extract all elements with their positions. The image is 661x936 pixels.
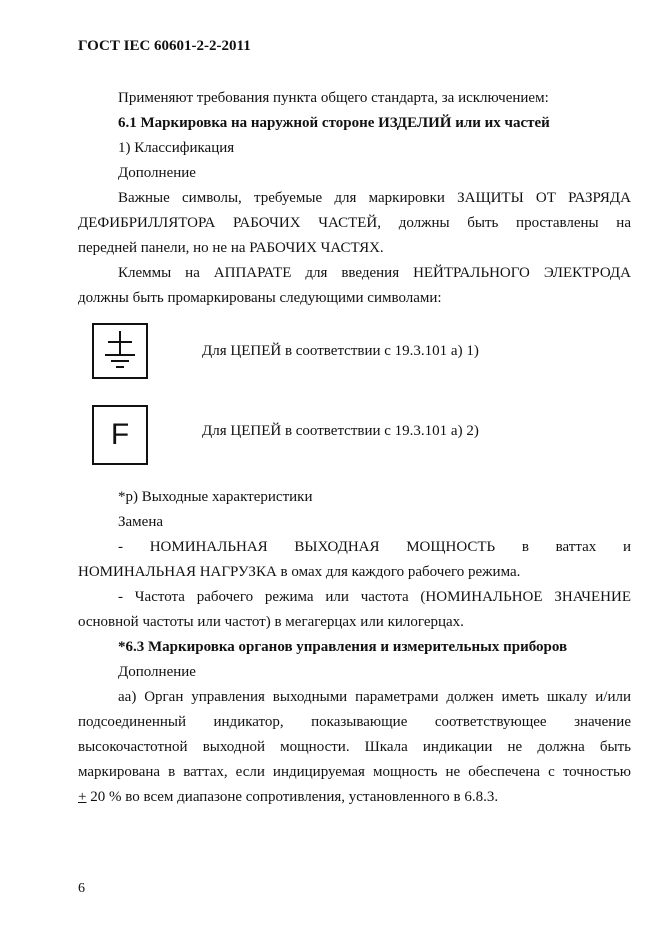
document-body [78, 86, 631, 810]
classification-item: 1) Классификация [118, 140, 235, 156]
replacement-label: Замена [118, 514, 164, 530]
section-6-3-heading: *6.3 Маркировка органов управления и измерительных приборов [118, 639, 568, 655]
control-paragraph-line [78, 785, 631, 810]
defib-paragraph-line: передней панели, но не на РАБОЧИХ ЧАСТЯХ. [78, 240, 384, 256]
symbol-row-1 [78, 323, 631, 387]
f-symbol-letter: F [110, 418, 130, 451]
terminals-paragraph-line: должны быть промаркированы следующими символами: [78, 290, 442, 306]
addition-label: Дополнение [118, 664, 196, 680]
symbol-row-2 [78, 405, 631, 469]
tolerance-text: 20 % во всем диапазоне сопротивления, установленного в 6.8.3. [86, 789, 499, 805]
defib-paragraph-line: ДЕФИБРИЛЛЯТОРА РАБОЧИХ ЧАСТЕЙ, должны быть проставлены на [78, 215, 631, 231]
standard-header: ГОСТ IEC 60601-2-2-2011 [78, 38, 251, 54]
rated-power-line: - НОМИНАЛЬНАЯ ВЫХОДНАЯ МОЩНОСТЬ в ваттах и [118, 539, 631, 555]
control-paragraph-line: маркирована в ваттах, если индицируемая мощность не обеспечена с точностью [78, 764, 631, 780]
output-characteristics-item: *р) Выходные характеристики [118, 489, 313, 505]
frequency-line: - Частота рабочего режима или частота (НОМИНАЛЬНОЕ ЗНАЧЕНИЕ [118, 589, 631, 605]
plus-minus-sign: + [78, 789, 87, 805]
symbol-1-caption: Для ЦЕПЕЙ в соответствии с 19.3.101 а) 1) [202, 343, 479, 359]
earth-ground-symbol-icon [92, 323, 148, 379]
addition-label: Дополнение [118, 165, 196, 181]
floating-f-symbol-icon [92, 405, 148, 465]
intro-paragraph: Применяют требования пункта общего стандарта, за исключением: [118, 90, 549, 106]
frequency-line: основной частоты или частот) в мегагерцах или килогерцах. [78, 614, 464, 630]
section-6-1-heading: 6.1 Маркировка на наружной стороне ИЗДЕЛИЙ или их частей [118, 115, 550, 131]
terminals-paragraph-line: Клеммы на АППАРАТЕ для введения НЕЙТРАЛЬНОГО ЭЛЕКТРОДА [118, 265, 631, 281]
control-paragraph-line: подсоединенный индикатор, показывающие соответствующее значение [78, 714, 631, 730]
symbols-block [78, 311, 631, 485]
control-paragraph-line: аа) Орган управления выходными параметрами должен иметь шкалу и/или [118, 689, 631, 705]
defib-paragraph-line: Важные символы, требуемые для маркировки ЗАЩИТЫ ОТ РАЗРЯДА [118, 190, 631, 206]
page-number: 6 [78, 881, 85, 896]
rated-power-line: НОМИНАЛЬНАЯ НАГРУЗКА в омах для каждого рабочего режима. [78, 564, 521, 580]
symbol-2-caption: Для ЦЕПЕЙ в соответствии с 19.3.101 а) 2) [202, 423, 479, 439]
control-paragraph-line: высокочастотной выходной мощности. Шкала индикации не должна быть [78, 739, 631, 755]
